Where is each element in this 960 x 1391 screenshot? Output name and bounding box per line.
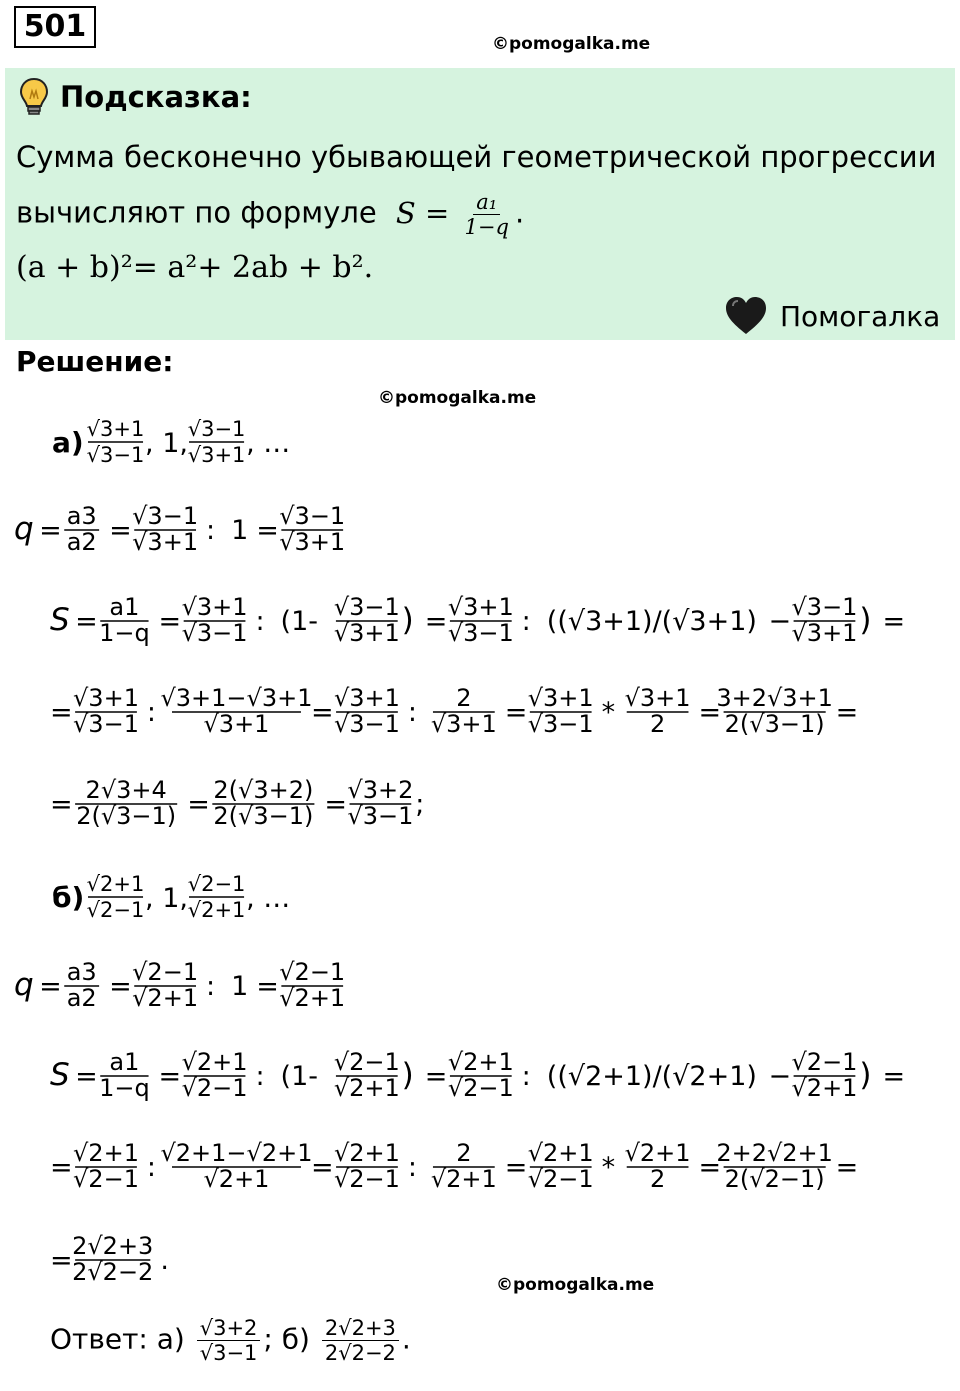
s-a-2-frac-13-numerator: 3+2√3+1 <box>716 684 833 712</box>
s-a-2-frac-1-numerator: √3+1 <box>73 684 139 712</box>
s-a-2-frac-11-numerator: √3+1 <box>624 684 691 712</box>
s-a-1-paren-14: ) <box>859 602 872 638</box>
s-a-1-text-10: : <box>521 606 531 637</box>
s-a-2-frac-5-denominator: √3−1 <box>333 710 400 738</box>
answer-a-numerator: √3+2 <box>197 1316 261 1341</box>
s-b-2-frac-3-numerator: √2+1−√2+1 <box>160 1139 313 1167</box>
q-b-text-3: = <box>109 971 132 1002</box>
s-a-1-paren-8: ) <box>401 602 414 638</box>
seq-b-ellipsis: , … <box>246 883 291 914</box>
s-b-1-text-3: = <box>158 1061 182 1092</box>
s-b-1-frac-9-numerator: √2+1 <box>447 1048 514 1076</box>
s-b-1-text-6: (1- <box>280 1061 319 1092</box>
s-a-1-frac-9-numerator: √3+1 <box>447 593 514 621</box>
s-a-2-text-8: = <box>504 697 528 728</box>
hint-line-3: (a + b)²= a²+ 2ab + b². <box>16 250 374 285</box>
watermark-top: ©pomogalka.me <box>492 34 651 54</box>
s-a-1-text-12: − <box>768 606 792 637</box>
answer-end: . <box>401 1322 411 1356</box>
s-a-1-text-5: : <box>255 606 265 637</box>
q-b-text-5: : <box>206 971 216 1002</box>
seq-b-frac-1-denominator: √2+1 <box>187 898 246 922</box>
math-lines <box>0 400 960 1391</box>
s-a-1-text-8: = <box>424 606 448 637</box>
s-a-2-frac-5-numerator: √3+1 <box>333 684 400 712</box>
s-a-2-frac-9-numerator: √3+1 <box>527 684 594 712</box>
s-a-1-text-11: ((√3+1)/(√3+1) <box>546 606 757 637</box>
s-b-1-text-11: ((√2+1)/(√2+1) <box>546 1061 757 1092</box>
seq-b-frac-0-denominator: √2−1 <box>86 898 145 922</box>
s-a-1-frac-2-denominator: 1−q <box>99 619 150 647</box>
seq-a-frac-0-numerator: √3+1 <box>86 417 145 441</box>
s-b-2-text-6: : <box>407 1152 417 1183</box>
s-b-2-frac-11-denominator: 2 <box>649 1165 666 1193</box>
seq-a-frac-1-numerator: √3−1 <box>187 417 246 441</box>
q-a-frac-2-denominator: a2 <box>66 528 97 556</box>
s-a-1-frac-2-numerator: a1 <box>109 593 140 621</box>
s-b-2-text-8: = <box>504 1152 528 1183</box>
s-b-1-frac-13-denominator: √2+1 <box>791 1074 858 1102</box>
seq-a-label: а) <box>52 426 84 459</box>
q-a-text-1: = <box>39 515 62 546</box>
s-a-1-text-14: = <box>882 606 906 637</box>
s-a-3-frac-1-denominator: 2(√3−1) <box>76 802 177 830</box>
s-b-2-text-4: = <box>310 1152 334 1183</box>
s-a-2-frac-1-denominator: √3−1 <box>73 710 139 738</box>
s-b-3-text-2: . <box>160 1245 169 1276</box>
answer-mid: ; б) <box>263 1322 310 1356</box>
formula-denominator: 1−q <box>464 215 509 239</box>
q-b-frac-8-denominator: √2+1 <box>279 984 346 1012</box>
hint-line-2-prefix: вычисляют по формуле <box>16 195 377 230</box>
s-a-2-frac-9-denominator: √3−1 <box>527 710 594 738</box>
s-b-1-frac-7-numerator: √2−1 <box>333 1048 400 1076</box>
brand-name: Помогалка <box>780 300 941 333</box>
seq-a-frac-1-denominator: √3+1 <box>187 443 246 467</box>
q-a-text-3: = <box>109 515 132 546</box>
s-a-3-punct-6: ; <box>415 789 425 820</box>
s-a-1-text-6: (1- <box>280 606 319 637</box>
s-b-1-frac-4-numerator: √2+1 <box>181 1048 248 1076</box>
hint-title: Подсказка: <box>60 80 252 114</box>
answer-b-fraction <box>322 1316 399 1365</box>
heart-icon <box>724 296 768 340</box>
formula-numerator: a₁ <box>473 190 500 215</box>
s-b-1-paren-14: ) <box>859 1057 872 1093</box>
s-b-1-text-0: S <box>50 1057 70 1093</box>
s-b-1-text-14: = <box>882 1061 906 1092</box>
problem-number: 501 <box>14 6 96 48</box>
s-b-2-text-12: = <box>698 1152 722 1183</box>
s-a-2-text-10: * <box>601 697 616 728</box>
s-a-2-frac-7-denominator: √3+1 <box>430 710 497 738</box>
s-a-3-frac-5-numerator: √3+2 <box>347 776 414 804</box>
s-a-3-frac-3-numerator: 2(√3+2) <box>213 776 314 804</box>
s-a-2-text-4: = <box>310 697 334 728</box>
answer-b-numerator: 2√2+3 <box>322 1316 399 1341</box>
s-a-3-frac-5-denominator: √3−1 <box>347 802 414 830</box>
s-b-2-frac-3-denominator: √2+1 <box>203 1165 270 1193</box>
s-b-1-text-8: = <box>424 1061 448 1092</box>
q-a-text-0: q <box>14 511 34 547</box>
q-a-text-5: : <box>206 515 216 546</box>
s-a-1-frac-7-numerator: √3−1 <box>333 593 400 621</box>
seq-a-frac-0-denominator: √3−1 <box>86 443 145 467</box>
formula-s: S = <box>395 195 450 230</box>
s-a-1-frac-4-denominator: √3−1 <box>181 619 248 647</box>
q-b-text-0: q <box>14 967 34 1003</box>
seq-b-frac-0-numerator: √2+1 <box>86 872 145 896</box>
s-a-1-frac-9-denominator: √3−1 <box>447 619 514 647</box>
s-a-3-text-4: = <box>324 789 348 820</box>
q-a-text-6: 1 <box>231 515 249 546</box>
s-a-1-frac-13-numerator: √3−1 <box>791 593 858 621</box>
answer-a-fraction <box>197 1316 261 1365</box>
s-b-2-frac-13-numerator: 2+2√2+1 <box>716 1139 833 1167</box>
answer-b-denominator: 2√2−2 <box>324 1341 396 1365</box>
answer-a-denominator: √3−1 <box>199 1341 258 1365</box>
s-a-1-frac-13-denominator: √3+1 <box>791 619 858 647</box>
seq-b-one: , 1, <box>145 883 188 914</box>
s-b-1-frac-4-denominator: √2−1 <box>181 1074 248 1102</box>
s-b-2-frac-9-numerator: √2+1 <box>527 1139 594 1167</box>
hint-line-1: Сумма бесконечно убывающей геометрической прогрессии <box>16 140 937 174</box>
s-b-2-frac-5-denominator: √2−1 <box>333 1165 400 1193</box>
s-b-2-frac-7-denominator: √2+1 <box>430 1165 497 1193</box>
q-b-frac-8-numerator: √2−1 <box>279 958 346 986</box>
s-b-2-frac-5-numerator: √2+1 <box>333 1139 400 1167</box>
seq-b-label: б) <box>52 881 85 914</box>
s-a-2-text-6: : <box>407 697 417 728</box>
q-b-frac-2-numerator: a3 <box>66 958 97 986</box>
formula-fraction <box>462 190 512 239</box>
q-a-text-7: = <box>256 515 279 546</box>
s-a-3-text-2: = <box>187 789 210 820</box>
s-b-2-text-0: = <box>50 1152 73 1183</box>
s-a-2-text-2: : <box>146 697 156 728</box>
s-b-1-frac-13-numerator: √2−1 <box>791 1048 858 1076</box>
s-a-2-frac-3-numerator: √3+1−√3+1 <box>160 684 313 712</box>
s-a-1-frac-4-numerator: √3+1 <box>181 593 248 621</box>
s-b-1-frac-2-denominator: 1−q <box>99 1074 150 1102</box>
q-b-text-1: = <box>39 971 62 1002</box>
s-a-3-frac-3-denominator: 2(√3−1) <box>213 802 314 830</box>
s-a-2-frac-3-denominator: √3+1 <box>203 710 270 738</box>
answer-prefix: Ответ: а) <box>50 1322 185 1356</box>
s-a-2-text-12: = <box>698 697 722 728</box>
solution-title: Решение: <box>16 345 174 378</box>
s-b-2-frac-7-numerator: 2 <box>456 1139 472 1167</box>
s-b-2-frac-1-numerator: √2+1 <box>73 1139 139 1167</box>
q-a-frac-4-denominator: √3+1 <box>132 528 199 556</box>
watermark-middle: ©pomogalka.me <box>378 388 537 408</box>
q-b-frac-2-denominator: a2 <box>66 984 97 1012</box>
s-a-3-text-0: = <box>50 789 73 820</box>
s-b-1-text-10: : <box>521 1061 531 1092</box>
q-a-frac-8-denominator: √3+1 <box>279 528 346 556</box>
s-a-2-text-0: = <box>50 697 73 728</box>
s-b-1-frac-9-denominator: √2−1 <box>447 1074 514 1102</box>
s-a-1-frac-7-denominator: √3+1 <box>333 619 400 647</box>
s-b-2-frac-1-denominator: √2−1 <box>73 1165 139 1193</box>
s-b-2-frac-11-numerator: √2+1 <box>624 1139 691 1167</box>
s-a-3-frac-1-numerator: 2√3+4 <box>85 776 167 804</box>
seq-a-one: , 1, <box>145 428 188 459</box>
seq-a-ellipsis: , … <box>246 428 291 459</box>
formula-end: . <box>514 195 525 230</box>
s-b-1-text-12: − <box>768 1061 792 1092</box>
q-b-text-7: = <box>256 971 279 1002</box>
seq-b-frac-1-numerator: √2−1 <box>187 872 246 896</box>
s-a-2-frac-13-denominator: 2(√3−1) <box>724 710 825 738</box>
q-b-frac-4-numerator: √2−1 <box>132 958 199 986</box>
s-a-1-text-0: S <box>50 602 70 638</box>
s-a-2-frac-7-numerator: 2 <box>456 684 472 712</box>
watermark-bottom: ©pomogalka.me <box>496 1275 655 1295</box>
q-b-text-6: 1 <box>231 971 249 1002</box>
s-b-3-frac-1-numerator: 2√2+3 <box>72 1232 154 1260</box>
s-b-2-text-14: = <box>835 1152 859 1183</box>
s-b-1-paren-8: ) <box>401 1057 414 1093</box>
s-b-2-text-2: : <box>146 1152 156 1183</box>
s-b-3-frac-1-denominator: 2√2−2 <box>72 1258 154 1286</box>
q-a-frac-4-numerator: √3−1 <box>132 502 199 530</box>
s-b-2-frac-9-denominator: √2−1 <box>527 1165 594 1193</box>
s-b-1-frac-2-numerator: a1 <box>109 1048 140 1076</box>
s-b-3-text-0: = <box>50 1245 73 1276</box>
lightbulb-icon <box>18 77 50 121</box>
s-a-2-text-14: = <box>835 697 859 728</box>
q-a-frac-2-numerator: a3 <box>66 502 97 530</box>
s-b-2-text-10: * <box>601 1152 616 1183</box>
s-b-2-frac-13-denominator: 2(√2−1) <box>724 1165 825 1193</box>
q-a-frac-8-numerator: √3−1 <box>279 502 346 530</box>
s-b-1-frac-7-denominator: √2+1 <box>333 1074 400 1102</box>
s-a-1-text-1: = <box>75 606 98 637</box>
hint-line-2 <box>16 190 524 239</box>
s-b-1-text-5: : <box>255 1061 265 1092</box>
s-a-1-text-3: = <box>158 606 182 637</box>
s-a-2-frac-11-denominator: 2 <box>649 710 666 738</box>
q-b-frac-4-denominator: √2+1 <box>132 984 199 1012</box>
answer-line <box>50 1316 411 1365</box>
s-b-1-text-1: = <box>75 1061 98 1092</box>
